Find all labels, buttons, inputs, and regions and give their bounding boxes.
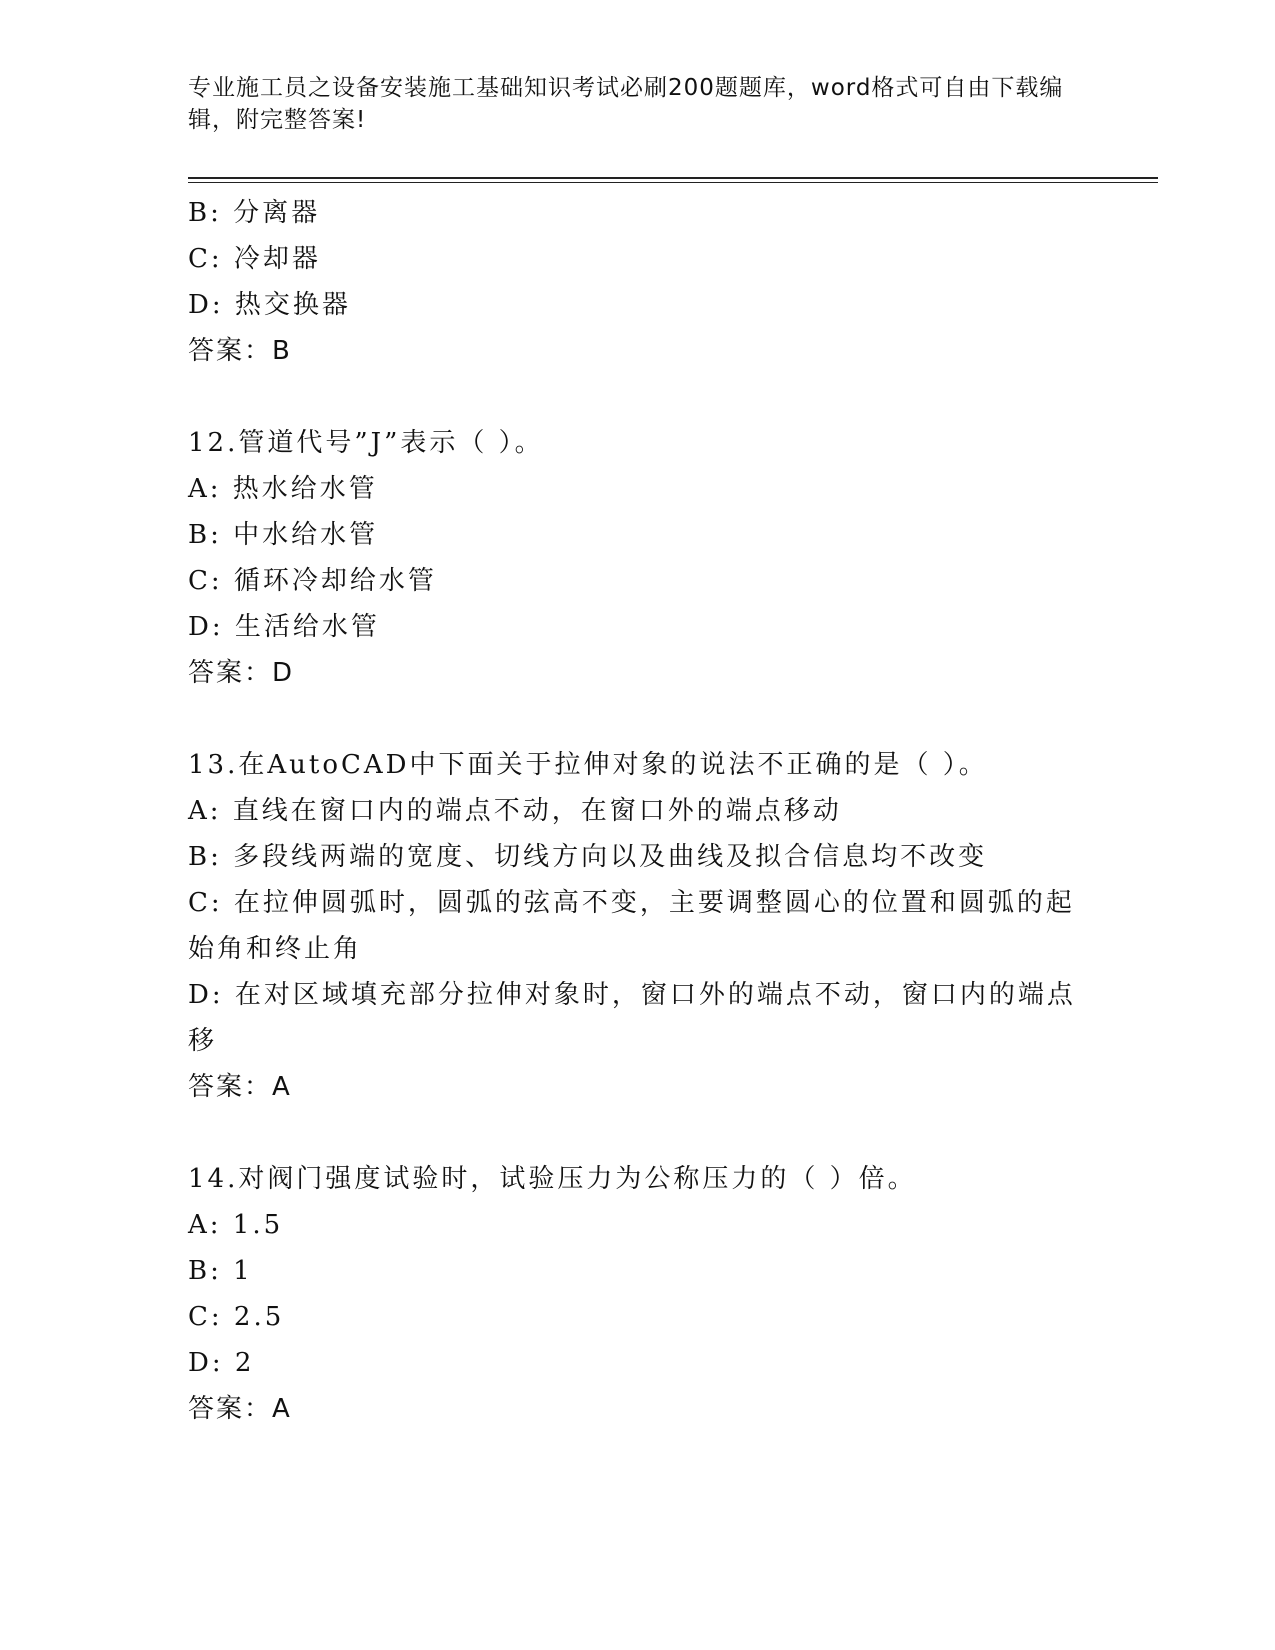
question-12 — [188, 420, 1088, 696]
header-rule-thin — [188, 182, 1158, 183]
document-header: 专业施工员之设备安装施工基础知识考试必刷200题题库，word格式可自由下载编辑，附完整答案! — [188, 75, 1064, 133]
question-11-tail — [188, 190, 1088, 374]
option-a: A: 直线在窗口内的端点不动，在窗口外的端点移动 — [188, 796, 842, 826]
option-b: B: 1 — [188, 1256, 253, 1286]
option-d: D: 在对区域填充部分拉伸对象时，窗口外的端点不动，窗口内的端点移 — [188, 980, 1076, 1056]
answer-line: 答案：A — [188, 1072, 292, 1102]
option-d: D: 2 — [188, 1348, 255, 1378]
question-stem: 14.对阀门强度试验时，试验压力为公称压力的（ ）倍。 — [188, 1164, 917, 1194]
answer-line: 答案：B — [188, 336, 292, 366]
question-stem: 13.在AutoCAD中下面关于拉伸对象的说法不正确的是（ ）。 — [188, 750, 988, 780]
option-c: C: 冷却器 — [188, 244, 321, 274]
option-a: A: 热水给水管 — [188, 474, 378, 504]
answer-line: 答案：A — [188, 1394, 292, 1424]
option-d: D: 生活给水管 — [188, 612, 380, 642]
option-b: B: 多段线两端的宽度、切线方向以及曲线及拟合信息均不改变 — [188, 842, 988, 872]
option-d: D: 热交换器 — [188, 290, 351, 320]
question-stem: 12.管道代号”J”表示（ ）。 — [188, 428, 544, 458]
header-rule-thick — [188, 177, 1158, 179]
question-content — [188, 190, 1088, 1432]
option-c: C: 循环冷却给水管 — [188, 566, 437, 596]
option-c: C: 2.5 — [188, 1302, 285, 1332]
answer-line: 答案：D — [188, 658, 295, 688]
option-b: B: 中水给水管 — [188, 520, 379, 550]
option-b: B: 分离器 — [188, 198, 321, 228]
question-13 — [188, 742, 1088, 1110]
question-14 — [188, 1156, 1088, 1432]
option-c: C: 在拉伸圆弧时，圆弧的弦高不变，主要调整圆心的位置和圆弧的起始角和终止角 — [188, 888, 1075, 964]
option-a: A: 1.5 — [188, 1210, 284, 1240]
